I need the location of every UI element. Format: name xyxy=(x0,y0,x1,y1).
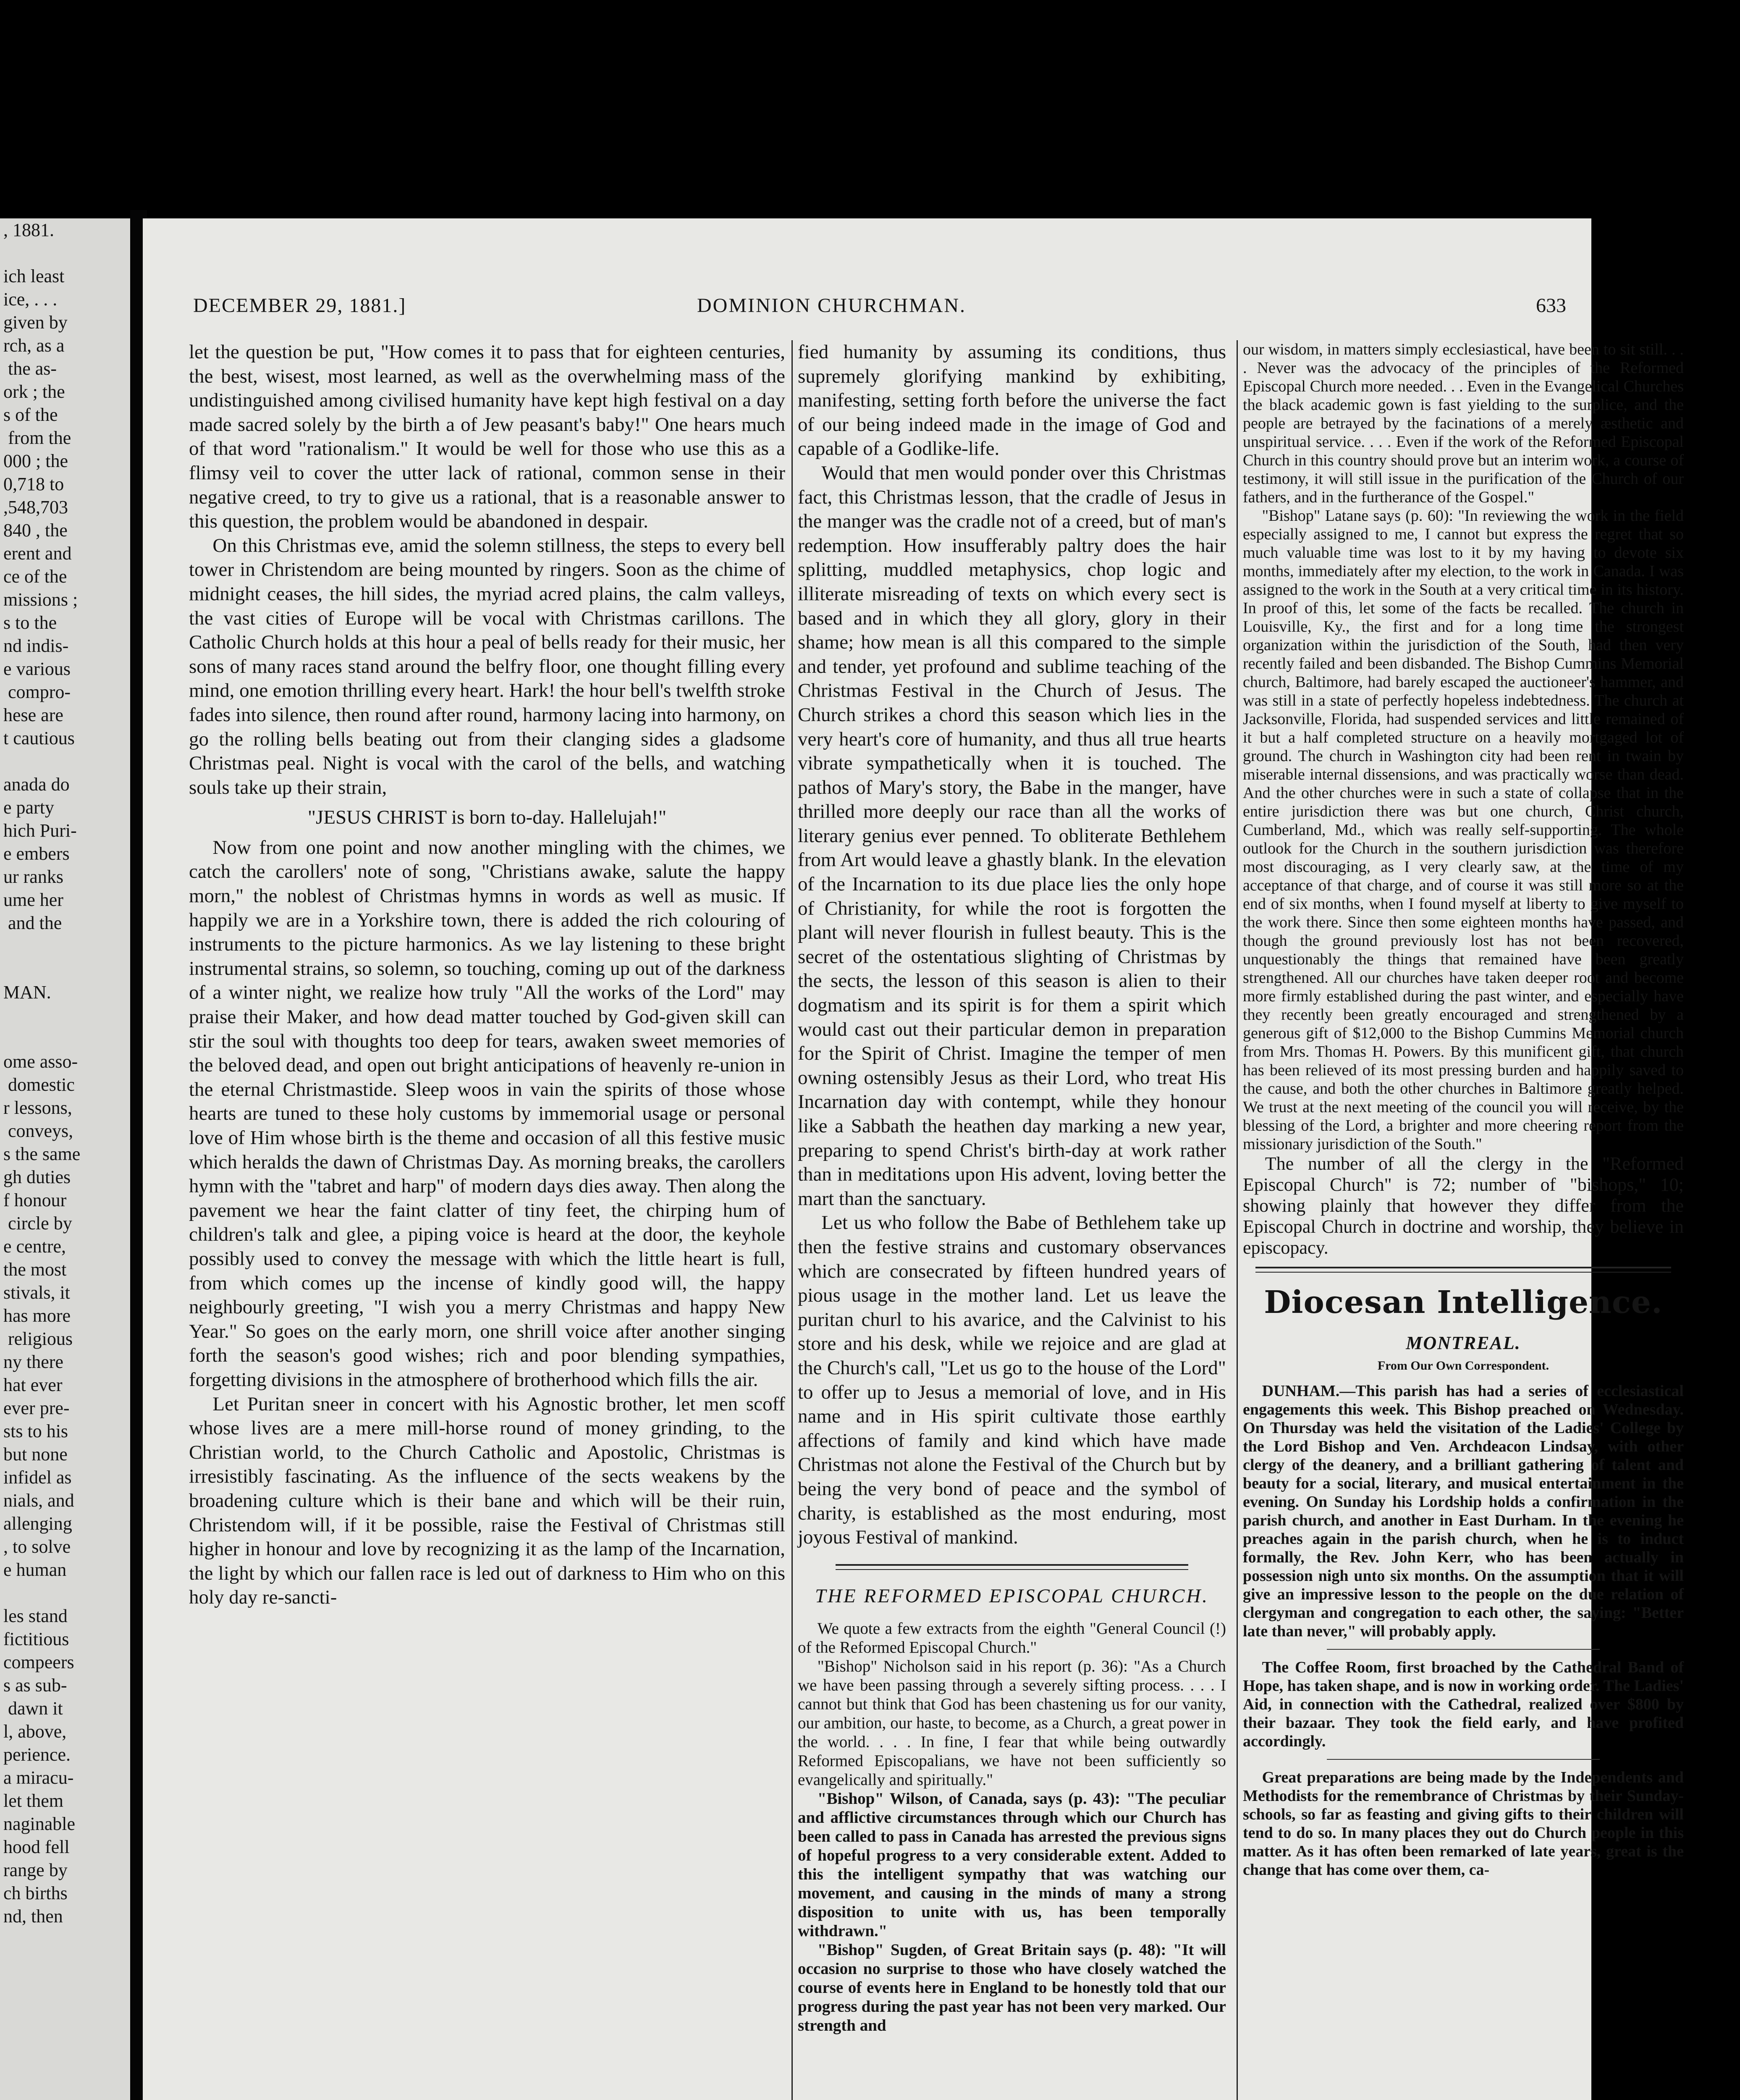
facing-page-line: allenging xyxy=(3,1513,72,1534)
column-rule xyxy=(1237,340,1238,2100)
section-body xyxy=(798,1619,1226,2035)
paragraph: On this Christmas eve, amid the solemn stillness, the steps to every bell tower in Christendom are being mounted by ringers. Soon as the chime of midnight ceases, the hill sides, the myriad acred plains, the calm valleys, the vast cities of Europe will be vocal with Christmas carillons. The Catholic Church holds at this hour a peal of bells ready for their music, her sons of many races stand around the belfry floor, one thought filling every mind, one emotion thrilling every heart. Hark! the hour bell's twelfth stroke fades into silence, then round after round, harmony lacing into harmony, on go the rolling bells beating out from their clanging sides a gladsome Christmas peal. Night is vocal with the carol of the bells, and watching souls take up their strain, xyxy=(189,534,785,798)
facing-page-line: s of the xyxy=(3,404,58,425)
facing-page-line: circle by xyxy=(3,1213,72,1234)
facing-page-line: nd indis- xyxy=(3,635,69,656)
facing-page-fragment xyxy=(0,218,130,2100)
facing-page-line: infidel as xyxy=(3,1467,72,1488)
page-header xyxy=(193,294,1579,323)
paragraph: fied humanity by assuming its conditions, thus supremely glorifying mankind by exhibiting, manifesting, setting forth before the universe the fact of our being indeed made in the image of God and capable of a Godlike-life. xyxy=(798,341,1226,460)
facing-page-line: perience. xyxy=(3,1744,71,1765)
paragraph: Now from one point and now another mingling with the chimes, we catch the carollers' note of song, "Christians awake, salute the happy morn," the noblest of Christmas hymns in words as well as music. If happily we are in a Yorkshire town, there is added the rich colouring of instruments to the picture harmonics. As we lay listening to these bright instrumental strains, so solemn, so touching, coming up out of the darkness of a winter night, we realize how truly "All the works of the Lord" may praise their Maker, and how dead matter touched by God-given skill can stir the soul with thoughts too deep for tears, awaken sweet memories of the beloved dead, and open out bright anticipations of heavenly re-union in the eternal Christmastide. Sleep woos in vain the spirits of those whose hearts are tuned to these holy customs by immemorial usage or personal love of Him whose birth is the theme and occasion of all this festive music which heralds the dawn of Christmas Day. As morning breaks, the carollers hymn with the "tabret and harp" of modern days dies away. Then along the pavement we hear the faint clatter of tiny feet, the chirping hum of children's talk and glee, a piping voice is heard at the door, the keyhole possibly used to convey the message with which the little heart is full, from which comes up the incense of kindly good will, the happy neighbourly greeting, "I wish you a merry Christmas and happy New Year." So goes on the early morn, one shrill voice after another singing forth the season's good wishes; rich and poor blending sympathies, forgetting divisions in the atmosphere of brotherhood which fills the air. xyxy=(189,836,785,1391)
facing-page-line: r lessons, xyxy=(3,1097,72,1118)
paragraph: our wisdom, in matters simply ecclesiastical, have been to sit still. . . . Never was the advocacy of the principles of the Reformed Episcopal Church more needed. . . Even in the Evangelical Churches the black academic gown is fast yielding to the surplice, and the people are betrayed by the facinations of a merely æsthetic and unspiritual service. . . . Even if the work of the Reformed Episcopal Church in this country should prove but an interim work, a course of testimony, it will still issue in the purification of the Church of our fathers, and in the furtherance of the Gospel." xyxy=(1243,341,1684,506)
facing-page-line: ch births xyxy=(3,1883,68,1903)
facing-page-line: ice, . . . xyxy=(3,289,58,310)
facing-page-line: ur ranks xyxy=(3,866,63,887)
facing-page-line: ume her xyxy=(3,890,63,910)
correspondent-line: From Our Own Correspondent. xyxy=(1377,1359,1549,1373)
paragraph: "Bishop" Nicholson said in his report (p. 36): "As a Church we have been passing through a severely sifting process. . . . I cannot but think that God has been chastening us for our vanity, our ambition, our haste, to become, as a Church, a great power in the world. . . . In fine, I fear that while being outwardly Reformed Episcopalians, we have not been sufficiently so evangelically and spiritually." xyxy=(798,1657,1226,1789)
facing-page-line: the as- xyxy=(3,358,57,379)
facing-page-line: range by xyxy=(3,1860,68,1880)
facing-page-line: s the same xyxy=(3,1144,81,1164)
facing-page-line xyxy=(0,958,130,981)
paragraph: Would that men would ponder over this Christmas fact, this Christmas lesson, that the cradle of Jesus in the manger was the cradle not of a creed, but of man's redemption. How insufferably paltry does the hair splitting, muddled metaphysics, chop logic and illiterate misreading of texts on which every sect is based and in which they all glory, glory in their shame; how mean is all this compared to the simple and tender, yet profound and sublime teaching of the Christmas Festival in the Church of Jesus. The Church strikes a chord this season which lies in the very heart's core of humanity, and thus all true hearts vibrate sympathetically when it is touched. The pathos of Mary's story, the Babe in the manger, have thrilled more deeply our race than all the works of literary genius ever penned. To obliterate Bethlehem from Art would leave a ghastly blank. In the elevation of the Incarnation to its due place lies the only hope of Christianity, for while the root is forgotten the plant will never flourish in fullest beauty. This is the secret of the ostentatious slighting of Christmas by the sects, the lesson of this season is alien to their dogmatism and its spirit is for them a spirit which would cast out their particular demon in preparation for the Spirit of Christ. Imagine the temper of men owning ostensibly Jesus as their Lord, who treat His Incarnation day with contempt, while they honour like a Sabbath the heathen day marking a new year, preparing to spend Christ's birth-day at work rather than in meditations upon His advent, loving better the mart than the sanctuary. xyxy=(798,462,1226,1210)
facing-page-line: e party xyxy=(3,797,54,818)
facing-page-line: , to solve xyxy=(3,1536,71,1557)
paragraph: DUNHAM.—This parish has had a series of ecclesiastical engagements this week. This Bishop preached on Wednesday. On Thursday was held the visitation of the Ladies' College by the Lord Bishop and Ven. Archdeacon Lindsay, with other clergy of the deanery, and a brilliant gathering of talent and beauty for a social, literary, and musical entertainment in the evening. On Sunday his Lordship holds a confirmation in the parish church, and another in East Durham. In the evening he preaches again in the parish church, when he is to induct formally, the Rev. John Kerr, who has been actually in possession nigh unto six months. On the assumption that it will give an impressive lesson to the people on the due relation of clergyman and congregation to each other, the saying: "Better late than never," will probably apply. xyxy=(1243,1382,1684,1640)
facing-page-line: , 1881. xyxy=(3,220,54,240)
facing-page-line: ome asso- xyxy=(3,1051,78,1072)
diocese-heading: MONTREAL. xyxy=(1406,1333,1521,1353)
paragraph: let the question be put, "How comes it to pass that for eighteen centuries, the best, wisest, most learned, as well as the overwhelming mass of the undistinguished among civilised humanity have kept high festival on a day made sacred solely by the birth a of Jew peasant's baby!" One hears much of that word "rationalism." It would be well for those who use this as a flimsy veil to cover the utter lack of rational, common sense in their negative creed, to try to give us a rational, that is a reasonable answer to this question, the problem would be abandoned in despair. xyxy=(189,341,785,533)
facing-page-line: nials, and xyxy=(3,1490,74,1511)
paragraph: The Coffee Room, first broached by the Cathedral Band of Hope, has taken shape, and is now in working order. The Ladies' Aid, in connection with the Cathedral, realized over $800 by their bazaar. They took the field early, and have profited accordingly. xyxy=(1243,1659,1684,1750)
newspaper-page xyxy=(143,218,1684,2100)
column-2 xyxy=(798,340,1226,2100)
facing-page-line: stivals, it xyxy=(3,1282,70,1303)
facing-page-line: s as sub- xyxy=(3,1675,67,1696)
paragraph-divider xyxy=(1327,1649,1600,1650)
facing-page-line: anada do xyxy=(3,774,70,795)
facing-page-line: 840 , the xyxy=(3,520,68,541)
facing-page-line: l, above, xyxy=(3,1721,67,1742)
facing-page-line: hich Puri- xyxy=(3,820,77,841)
facing-page-line: and the xyxy=(3,913,62,933)
facing-page-line: rch, as a xyxy=(3,335,65,356)
facing-page-line: ny there xyxy=(3,1352,63,1372)
facing-page-line: e human xyxy=(3,1559,67,1580)
facing-page-line xyxy=(0,1027,130,1050)
facing-page-line xyxy=(0,750,130,773)
paragraph: "Bishop" Latane says (p. 60): "In reviewing the work in the field especially assigned to me, I cannot but express the regret that so much valuable time was lost to it by my having to devote six months, immediately after my election, to the work in Canada. I was assigned to the work in the South at a very critical time in its history. In proof of this, let some of the facts be recalled. The church in Louisville, Ky., the first and for a long time the strongest organization within the jurisdiction of the South, had then very recently failed and been disbanded. The Bishop Cummins Memorial church, Baltimore, had barely escaped the auctioneer's hammer, and was still in a state of perfectly hopeless indebtedness. The church at Jacksonville, Florida, had suspended services and little remained of it but a half completed structure on a heavily mortgaged lot of ground. The church in Washington city had been rent in twain by miserable internal dissensions, and was practically worse than dead. And the other churches were in such a state of collapse that in the entire jurisdiction there was but one church, Christ church, Cumberland, Md., which was really self-supporting. The whole outlook for the Church in the southern jurisdiction was therefore most discouraging, as I very clearly saw, at the time of my acceptance of that charge, and of course it was still more so at the end of six months, when I found myself at liberty to give myself to the work there. Since then some eighteen months have passed, and though the ground previously lost has not been recovered, unquestionably the things that remained have been greatly strengthened. All our churches have taken deeper root and become more firmly established during the past winter, and especially have they recently been greatly encouraged and strengthened by a generous gift of $12,000 to the Bishop Cummins Memorial church from Mrs. Thomas H. Powers. By this munificent gift, that church has been relieved of its most pressing burden and happily saved to the cause, and both the other churches in Baltimore greatly helped. We trust at the next meeting of the council you will receive, by the blessing of the Lord, a brighter and more cheering report from the missionary jurisdiction of the South." xyxy=(1243,507,1684,1153)
facing-page-line xyxy=(0,1581,130,1604)
section-heading: Diocesan Intelligence. xyxy=(1264,1284,1663,1320)
column-3 xyxy=(1243,340,1684,2100)
facing-page-line: 0,718 to xyxy=(3,474,64,494)
facing-page-line: but none xyxy=(3,1444,68,1465)
facing-page-line: naginable xyxy=(3,1814,76,1834)
facing-page-line: e embers xyxy=(3,843,70,864)
facing-page-line: t cautious xyxy=(3,728,75,748)
facing-page-line: compeers xyxy=(3,1652,74,1672)
facing-page-line xyxy=(0,242,130,265)
facing-page-line: domestic xyxy=(3,1074,75,1095)
facing-page-line: fictitious xyxy=(3,1629,69,1649)
facing-page-line: has more xyxy=(3,1305,71,1326)
section-heading: THE REFORMED EPISCOPAL CHURCH. xyxy=(815,1585,1209,1607)
facing-page-line: missions ; xyxy=(3,589,78,610)
carol-line: "JESUS CHRIST is born to-day. Hallelujah!" xyxy=(307,806,667,829)
paragraph: "Bishop" Wilson, of Canada, says (p. 43): "The peculiar and afflictive circumstances through which our Church has been called to pass in Canada has arrested the previous signs of hopeful progress to a very considerable extent. Added to this the intelligent sympathy that was watching our movement, and causing in the minds of many a strong disposition to unite with us, has been temporally withdrawn." xyxy=(798,1790,1226,1940)
facing-page-line: hood fell xyxy=(3,1837,70,1857)
facing-page-line: sts to his xyxy=(3,1421,68,1441)
paragraph: We quote a few extracts from the eighth "General Council (!) of the Reformed Episcopal Church." xyxy=(798,1620,1226,1657)
facing-page-line: given by xyxy=(3,312,68,333)
facing-page-line: erent and xyxy=(3,543,72,564)
paragraph: Let us who follow the Babe of Bethlehem take up then the festive strains and customary observances which are consecrated by fifteen hundred years of pious usage in the mother land. Let us leave the puritan churl to his avarice, and the Calvinist to his store and his desk, while we rejoice and are glad at the Church's call, "Let us go to the house of the Lord" to offer up to Jesus a memorial of love, and in His name and in His spirit cultivate those earthly affections of family and kind which have made Christmas not alone the Festival of the Church but by being the very bond of peace and the symbol of charity, is established as the most enduring, most joyous Festival of mankind. xyxy=(798,1212,1226,1549)
facing-page-line: ,548,703 xyxy=(3,497,68,517)
section-divider xyxy=(836,1564,1188,1570)
paragraph: "Bishop" Sugden, of Great Britain says (p. 48): "It will occasion no surprise to those who have closely watched the course of events here in England to be honestly told that our progress during the past year has not been very marked. Our strength and xyxy=(798,1941,1226,2035)
facing-page-line: e centre, xyxy=(3,1236,66,1257)
facing-page-line: a miracu- xyxy=(3,1767,74,1788)
facing-page-line: s to the xyxy=(3,612,57,633)
paragraph: Great preparations are being made by the Independents and Methodists for the remembrance of Christmas by their Sunday-schools, so far as feasting and giving gifts to their children will tend to do so. In many places they out do Church people in this matter. As it has often been remarked of late years, great is the change that has come over them, ca- xyxy=(1243,1769,1684,1879)
facing-page-line: f honour xyxy=(3,1190,67,1210)
column-rule xyxy=(791,340,793,2100)
paragraph: The number of all the clergy in the "Reformed Episcopal Church" is 72; number of "bishops," 10; showing plainly that however they differ from the Episcopal Church in doctrine and worship, they believe in episcopacy. xyxy=(1243,1153,1684,1258)
facing-page-line: let them xyxy=(3,1790,63,1811)
header-date: DECEMBER 29, 1881.] xyxy=(193,294,406,317)
facing-page-line xyxy=(0,934,130,958)
page-shadow xyxy=(1465,2066,1591,2100)
facing-page-line: dawn it xyxy=(3,1698,63,1719)
facing-page-line: conveys, xyxy=(3,1121,73,1141)
facing-page-line: nd, then xyxy=(3,1906,63,1927)
facing-page-line: the most xyxy=(3,1259,67,1280)
facing-page-line: 000 ; the xyxy=(3,451,68,471)
facing-page-line: religious xyxy=(3,1328,73,1349)
facing-page-line xyxy=(0,1004,130,1027)
facing-page-line: ich least xyxy=(3,266,65,286)
paragraph-divider xyxy=(1327,1759,1600,1760)
facing-page-line: hat ever xyxy=(3,1375,63,1395)
facing-page-line: les stand xyxy=(3,1606,68,1626)
facing-page-line: compro- xyxy=(3,682,71,702)
page-number: 633 xyxy=(1536,294,1566,317)
facing-page-line: from the xyxy=(3,428,71,448)
facing-page-line: hese are xyxy=(3,705,63,725)
facing-page-line: e various xyxy=(3,659,71,679)
facing-page-line: ce of the xyxy=(3,566,67,587)
header-title: DOMINION CHURCHMAN. xyxy=(697,294,967,317)
section-body xyxy=(1243,1382,1684,1879)
paragraph: Let Puritan sneer in concert with his Agnostic brother, let men scoff whose lives are a mere mill-horse round of money grinding, to the Christian world, to the Church Catholic and Apostolic, Christmas is irresistibly fascinating. As the influence of the sects weakens by the broadening culture which is their bane and which will be their ruin, Christendom will, if it be possible, raise the Festival of Christmas still higher in honour and love by recognizing it as the lamp of the Incarnation, the light by which our fallen race is led out of darkness to Him who on this holy day re-sancti- xyxy=(189,1393,785,1609)
section-divider xyxy=(1255,1267,1671,1273)
facing-page-line: MAN. xyxy=(3,982,51,1003)
facing-page-line: ork ; the xyxy=(3,381,65,402)
facing-page-text xyxy=(0,218,130,1928)
facing-page-line: gh duties xyxy=(3,1167,71,1187)
column-1 xyxy=(189,340,785,2100)
facing-page-line: ever pre- xyxy=(3,1398,70,1418)
